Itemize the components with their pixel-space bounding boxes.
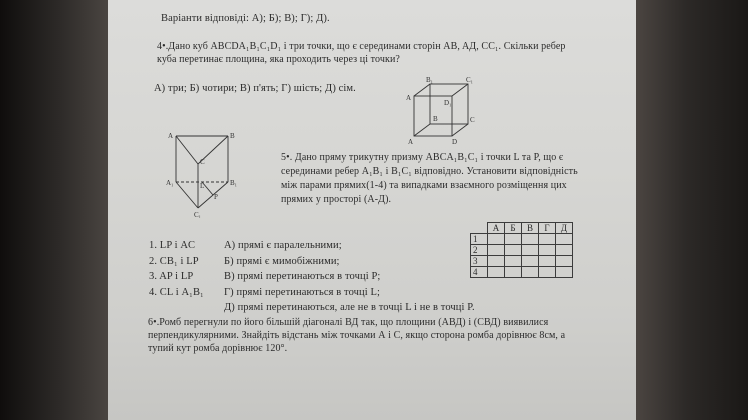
cube-label-c: C: [470, 116, 475, 124]
answer-cell[interactable]: [539, 234, 556, 245]
answer-cell[interactable]: [522, 245, 539, 256]
table-col-header: Г: [539, 223, 556, 234]
prism-label-c1: C₁: [194, 211, 202, 218]
table-row: [471, 245, 573, 256]
pair-3: 3. AP і LP: [149, 271, 194, 282]
table-col-header: А: [488, 223, 505, 234]
prism-label-a: A: [168, 132, 174, 140]
answer-cell[interactable]: [522, 256, 539, 267]
pair-4: 4. CL і A₁B₁: [149, 287, 204, 298]
background-right-edge: [636, 0, 748, 420]
table-row-header: 4: [471, 267, 488, 278]
prism-label-c: C: [200, 158, 205, 166]
cube-label-d1: D₁: [444, 99, 452, 107]
answer-cell[interactable]: [522, 267, 539, 278]
task6-text-line1: 6•.Ромб перегнули по його більшій діагоналі ВД так, що площини (АВД) і (СВД) виявилися: [148, 317, 549, 328]
table-row-header: 3: [471, 256, 488, 267]
table-row-header: 2: [471, 245, 488, 256]
answer-cell[interactable]: [556, 267, 573, 278]
table-row: [471, 267, 573, 278]
answer-table: [470, 222, 573, 278]
cube-diagram: [404, 76, 484, 146]
prism-label-a1: A₁: [166, 179, 174, 187]
task4-text-line2: куба перетинає площина, яка проходить через ці точки?: [157, 54, 400, 65]
cube-label-a1: A: [406, 94, 412, 102]
pair-2: 2. CB₁ і LP: [149, 256, 199, 267]
answer-cell[interactable]: [505, 256, 522, 267]
prism-label-l: L: [200, 182, 205, 190]
answer-cell[interactable]: [488, 245, 505, 256]
pair-1: 1. LP і AC: [149, 240, 196, 251]
worksheet-page: [108, 0, 636, 420]
task5-text-line3: між парами прямих(1-4) та випадками взаємного розміщення цих: [281, 180, 567, 191]
prism-figure: [166, 128, 248, 223]
answer-cell[interactable]: [488, 267, 505, 278]
prism-label-b: B: [230, 132, 235, 140]
answer-cell[interactable]: [522, 234, 539, 245]
answer-cell[interactable]: [539, 256, 556, 267]
task5-text-line4: прямих у просторі (А-Д).: [281, 194, 392, 205]
background-left-edge: [0, 0, 108, 420]
answer-cell[interactable]: [556, 234, 573, 245]
table-col-header: Д: [556, 223, 573, 234]
answer-cell[interactable]: [556, 256, 573, 267]
cube-label-c1: C₁: [466, 76, 474, 84]
task6-text-line2: перпендикулярними. Знайдіть відстань між точками А і С, якщо сторона ромба дорівнює 8см, а: [148, 330, 566, 341]
prism-diagram: [166, 128, 248, 218]
table-col-header: В: [522, 223, 539, 234]
task4-answers: А) три; Б) чотири; В) п'ять; Г) шість; Д) сім.: [154, 83, 356, 94]
table-row-header: 1: [471, 234, 488, 245]
table-row: [471, 234, 573, 245]
prism-label-p: P: [214, 193, 218, 201]
option-b: Б) прямі є мимобіжними;: [224, 256, 340, 267]
answer-cell[interactable]: [505, 245, 522, 256]
option-g: Г) прямі перетинаються в точці L;: [224, 287, 381, 298]
option-v: В) прямі перетинаються в точці P;: [224, 271, 381, 282]
cube-label-b: B: [433, 115, 438, 123]
cube-label-b1: B₁: [426, 76, 434, 84]
answer-cell[interactable]: [556, 245, 573, 256]
task6-text-line3: тупий кут ромба дорівнює 120°.: [148, 343, 288, 354]
answer-cell[interactable]: [488, 256, 505, 267]
cube-label-a: A: [408, 138, 414, 146]
task4-text-line1: 4•.Дано куб ABCDA₁B₁C₁D₁ і три точки, що є серединами сторін AB, AД, CC₁. Скільки ребер: [157, 41, 566, 52]
answer-cell[interactable]: [505, 234, 522, 245]
answer-cell[interactable]: [539, 245, 556, 256]
answer-cell[interactable]: [505, 267, 522, 278]
answer-variants-line: Варіанти відповіді: А); Б); В); Г); Д).: [161, 13, 330, 24]
task5-text-line1: 5•. Дано пряму трикутну призму ABCA₁B₁C₁ і точки L та P, що є: [281, 152, 564, 163]
table-row: [471, 256, 573, 267]
option-a: А) прямі є паралельними;: [224, 240, 342, 251]
table-col-header: Б: [505, 223, 522, 234]
prism-label-b1: B₁: [230, 179, 238, 187]
answer-cell[interactable]: [488, 234, 505, 245]
cube-label-d: D: [452, 138, 458, 146]
option-d: Д) прямі перетинаються, але не в точці L і не в точці P.: [224, 302, 475, 313]
task5-text-line2: серединами ребер A₁B₁ і B₁C₁ відповідно. Установити відповідність: [281, 166, 578, 177]
answer-cell[interactable]: [539, 267, 556, 278]
cube-figure: [404, 76, 484, 151]
